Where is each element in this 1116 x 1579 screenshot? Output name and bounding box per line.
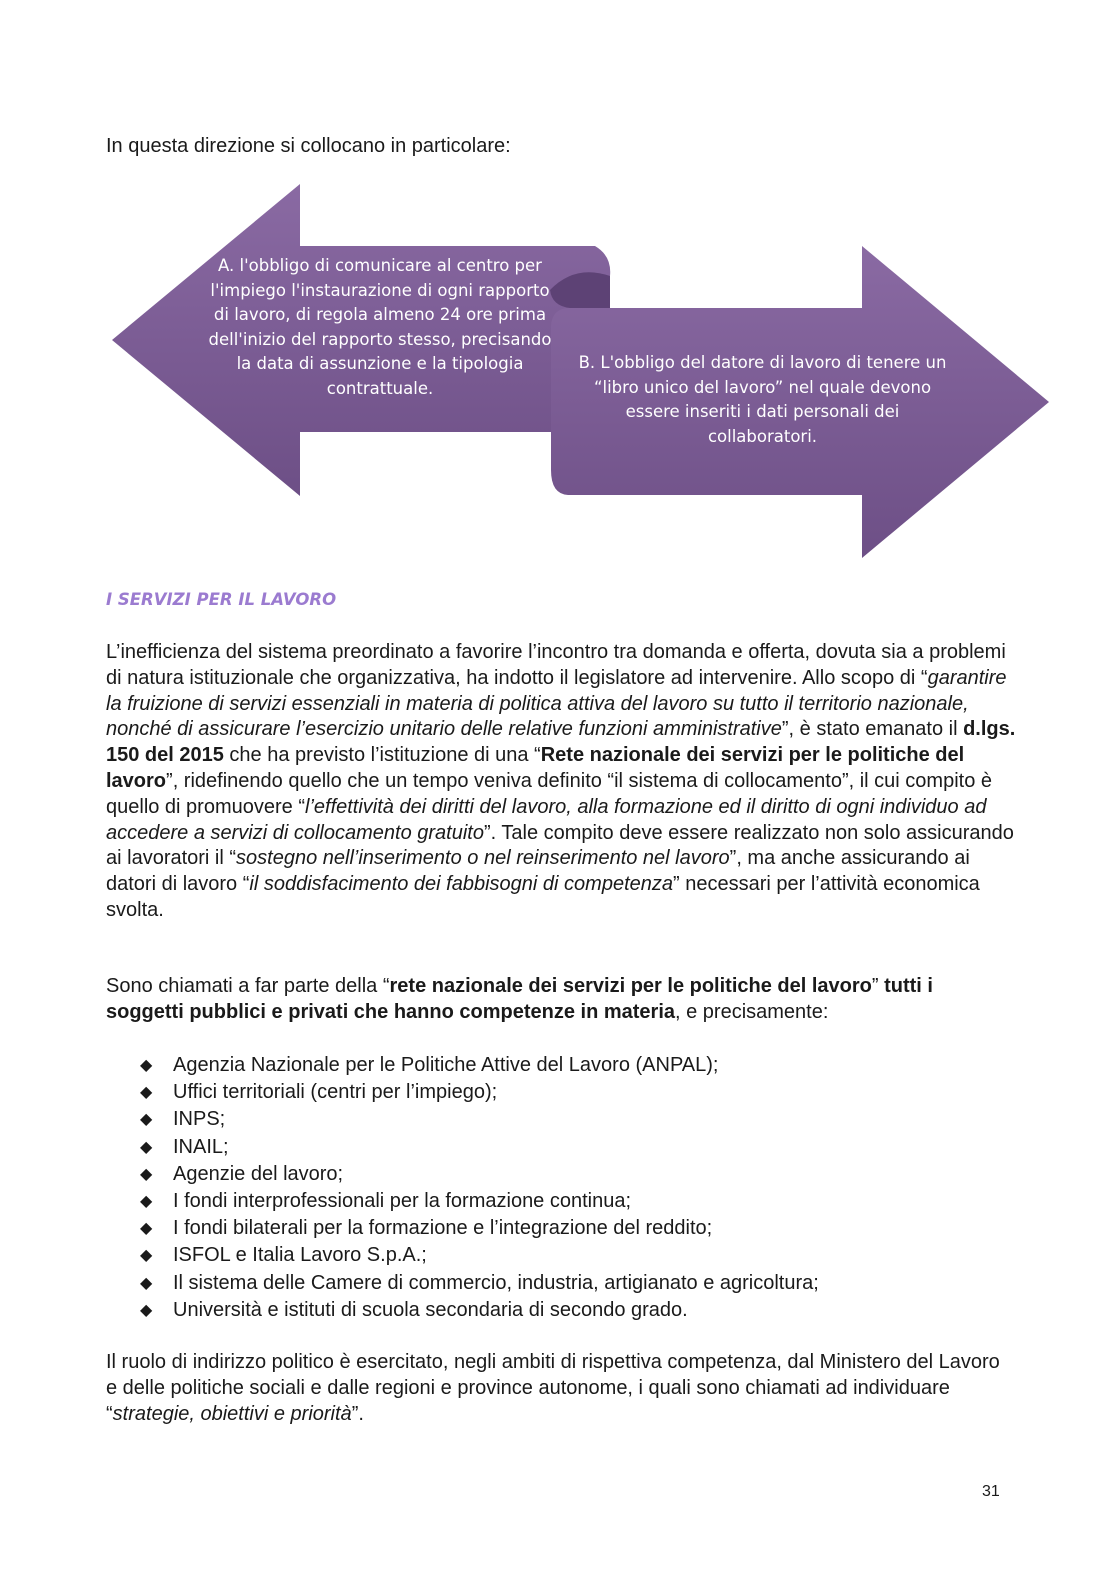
- text-run: L’inefficienza del sistema preordinato a favorire l’incontro tra domanda e offerta, dovuta sia a problemi di natura istituzionale che organizzativa, ha indotto il legislatore ad intervenire. Allo scopo di “: [106, 641, 1006, 689]
- list-item: [140, 1161, 819, 1188]
- diamond-bullet-icon: ◆: [140, 1220, 153, 1238]
- list-item: [140, 1297, 819, 1324]
- diamond-bullet-icon: ◆: [140, 1057, 153, 1074]
- diamond-bullet-icon: ◆: [140, 1138, 153, 1156]
- text-run: ”. Tale compito deve essere realizzato non solo assicurando ai lavoratori il “: [106, 821, 1014, 870]
- diamond-bullet-icon: ◆: [140, 1247, 153, 1265]
- list-item-text: Il sistema delle Camere di commercio, industria, artigianato e agricoltura;: [173, 1271, 819, 1294]
- italic-quote: il soddisfacimento dei fabbisogni di competenza: [249, 873, 673, 896]
- list-item: [140, 1106, 819, 1133]
- list-item: [140, 1270, 819, 1297]
- bold-law-reference: d.lgs. 150 del 2015: [106, 718, 1016, 767]
- text-run: ”, è stato emanato il: [781, 718, 964, 741]
- text-run: Il ruolo di indirizzo politico è esercitato, negli ambiti di rispettiva competenza, dal Ministero del Lavoro e delle politiche sociali e dalle regioni e province autonome, i quali sono chiamati ad individuare “: [106, 1351, 1000, 1425]
- list-item: [140, 1079, 819, 1106]
- list-item: [140, 1052, 819, 1079]
- list-item-text: INAIL;: [173, 1135, 229, 1158]
- paragraph-indirizzo: [106, 1350, 1016, 1427]
- list-item-text: Università e istituti di scuola secondaria di secondo grado.: [173, 1298, 688, 1321]
- list-item: [140, 1215, 819, 1242]
- diamond-bullet-icon: ◆: [140, 1301, 153, 1319]
- text-run: , e precisamente:: [675, 1000, 829, 1023]
- italic-quote: garantire la fruizione di servizi essenziali in materia di politica attiva del lavoro su tutto il territorio nazionale, nonché di assicurare l’esercizio unitario delle relative funzioni amministrative: [106, 666, 1007, 741]
- list-item-text: I fondi interprofessionali per la formazione continua;: [173, 1190, 632, 1213]
- text-run: ”, ma anche assicurando ai datori di lavoro “: [106, 847, 970, 896]
- italic-quote: sostegno nell’inserimento o nel reinserimento nel lavoro: [236, 847, 730, 870]
- list-item: [140, 1134, 819, 1161]
- text-run: Sono chiamati a far parte della “: [106, 975, 390, 997]
- italic-quote: l’effettività dei diritti del lavoro, alla formazione ed il diritto di ogni individuo ad accedere a servizi di collocamento gratuito: [106, 795, 987, 844]
- section-heading: I SERVIZI PER IL LAVORO: [106, 590, 337, 609]
- diamond-bullet-icon: ◆: [140, 1084, 153, 1102]
- text-run: ”: [871, 975, 885, 997]
- diamond-bullet-icon: ◆: [140, 1165, 153, 1183]
- double-arrow-diagram: [0, 170, 1116, 590]
- list-item-text: Agenzie del lavoro;: [173, 1162, 344, 1185]
- list-item: [140, 1242, 819, 1269]
- list-item-text: Uffici territoriali (centri per l’impiego);: [173, 1081, 498, 1104]
- list-item: [140, 1188, 819, 1215]
- text-run: ”.: [351, 1402, 364, 1425]
- bold-network-name: Rete nazionale dei servizi per le politiche del lavoro: [106, 744, 965, 792]
- bold-subjects: tutti i soggetti pubblici e privati che hanno competenze in materia: [106, 975, 933, 1023]
- diamond-bullet-icon: ◆: [140, 1274, 153, 1292]
- paragraph-servizi: [106, 640, 1016, 924]
- intro-text: In questa direzione si collocano in particolare:: [106, 135, 511, 157]
- italic-quote: strategie, obiettivi e priorità: [112, 1402, 352, 1425]
- bold-network-name: rete nazionale dei servizi per le politiche del lavoro: [389, 975, 872, 997]
- arrow-b-text: B. L'obbligo del datore di lavoro di tenere un “libro unico del lavoro” nel quale devono essere inseriti i dati personali dei collaboratori.: [578, 353, 947, 446]
- list-item-text: INPS;: [173, 1108, 226, 1131]
- arrow-a-text: A. l'obbligo di comunicare al centro per l'impiego l'instaurazione di ogni rapporto di lavoro, di regola almeno 24 ore prima dell'inizio del rapporto stesso, precisando la data di assunzione e la tipologia contrattuale.: [208, 256, 552, 398]
- text-run: che ha previsto l’istituzione di una “: [223, 744, 541, 767]
- list-item-text: Agenzia Nazionale per le Politiche Attive del Lavoro (ANPAL);: [173, 1054, 719, 1076]
- members-list: [140, 1052, 819, 1324]
- paragraph-rete: [106, 974, 1016, 1026]
- list-item-text: I fondi bilaterali per la formazione e l’integrazione del reddito;: [173, 1217, 713, 1240]
- text-run: ” necessari per l’attività economica svolta.: [106, 873, 980, 921]
- page-number: 31: [982, 1483, 1000, 1500]
- diamond-bullet-icon: ◆: [140, 1111, 153, 1129]
- diamond-bullet-icon: ◆: [140, 1193, 153, 1211]
- text-run: ”, ridefinendo quello che un tempo veniva definito “il sistema di collocamento”, il cui compito è quello di promuovere “: [106, 769, 993, 818]
- list-item-text: ISFOL e Italia Lavoro S.p.A.;: [173, 1244, 427, 1267]
